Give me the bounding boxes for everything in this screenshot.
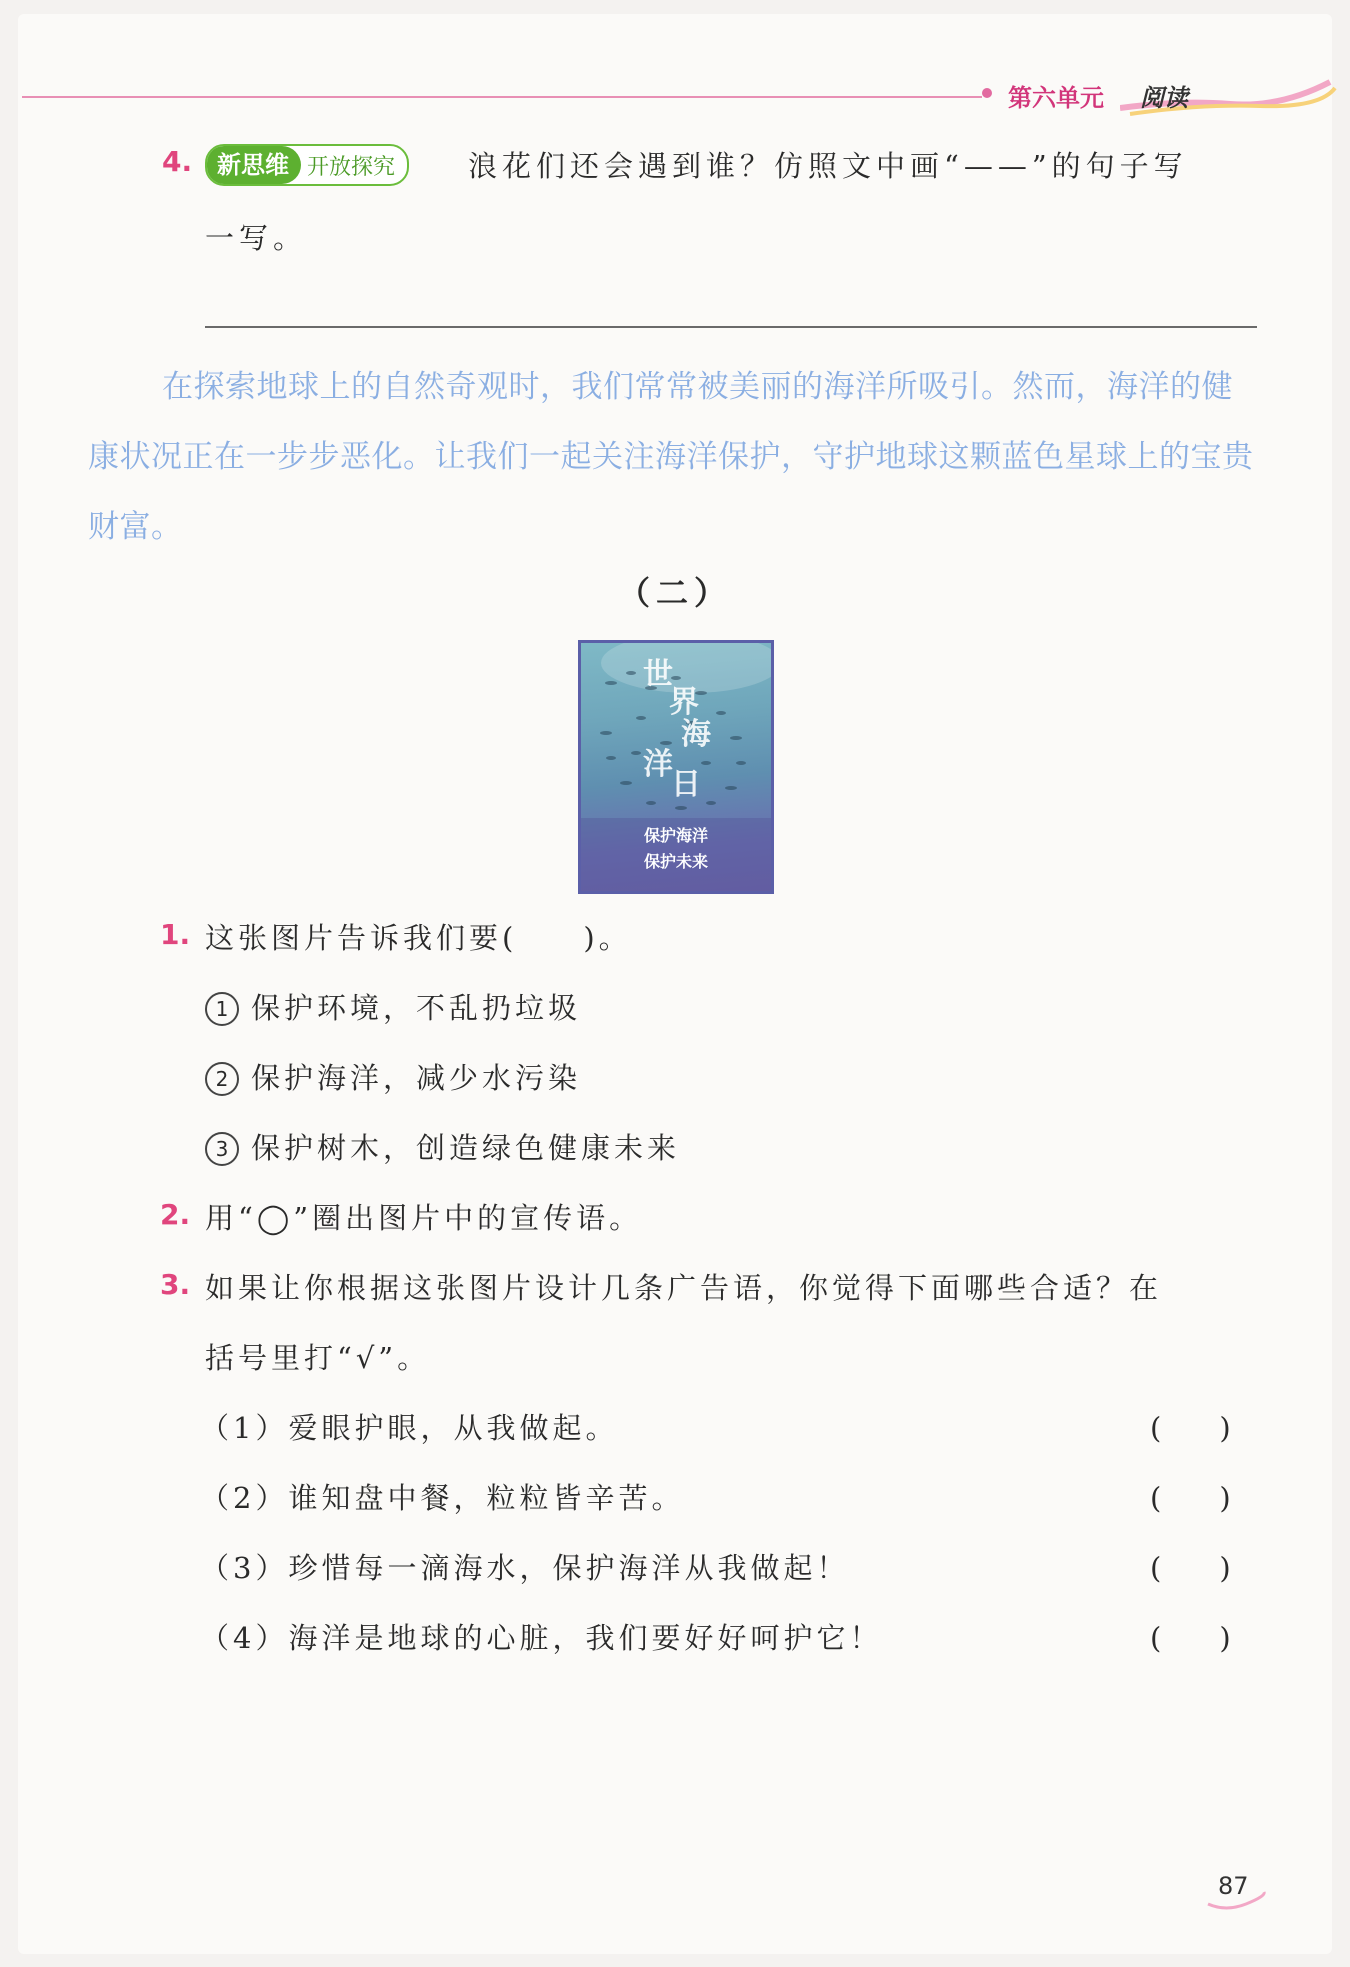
poster-title-char: 洋 (643, 747, 673, 782)
intro-passage: 在探索地球上的自然奇观时，我们常常被美丽的海洋所吸引。然而，海洋的健康状况正在一步步恶化。让我们一起关注海洋保护，守护地球这颗蓝色星球上的宝贵财富。 (88, 369, 1254, 545)
choice-item-text: （1）爱眼护眼，从我做起。 (200, 1411, 619, 1445)
poster-title-char: 界 (669, 685, 699, 720)
option-mark: 3 (205, 1132, 239, 1166)
option-item[interactable] (205, 1126, 680, 1167)
question-text: 用“◯”圈出图片中的宣传语。 (205, 1201, 643, 1235)
answer-parentheses[interactable]: ( ) (1150, 1621, 1231, 1655)
question-number: 3. (160, 1268, 191, 1301)
option-text: 保护树木，创造绿色健康未来 (251, 1131, 681, 1165)
option-text: 保护环境，不乱扔垃圾 (251, 991, 582, 1025)
question-text: 如果让你根据这张图片设计几条广告语，你觉得下面哪些合适？在 (205, 1271, 1163, 1305)
option-mark: 2 (205, 1062, 239, 1096)
choice-item-text: （2）谁知盘中餐，粒粒皆辛苦。 (200, 1481, 685, 1515)
question-number: 4. (162, 145, 193, 178)
page-wave-icon (1206, 1890, 1266, 1912)
answer-line[interactable] (205, 326, 1257, 328)
option-item[interactable] (205, 986, 581, 1027)
ocean-day-poster (578, 640, 774, 894)
answer-parentheses[interactable]: ( ) (1150, 1481, 1231, 1515)
new-thinking-badge (205, 144, 409, 186)
option-mark: 1 (205, 992, 239, 1026)
badge-sub-label: 开放探究 (307, 154, 396, 180)
choice-item-text: （3）珍惜每一滴海水，保护海洋从我做起！ (200, 1551, 850, 1585)
header-rule (22, 96, 982, 98)
page-number: 87 (1218, 1872, 1249, 1900)
poster-slogan-line1[interactable]: 保护海洋 (643, 826, 708, 845)
answer-parentheses[interactable]: ( ) (1150, 1411, 1231, 1445)
poster-title-char: 海 (681, 717, 711, 752)
answer-parentheses[interactable]: ( ) (1150, 1551, 1231, 1585)
choice-item-text: （4）海洋是地球的心脏，我们要好好呵护它！ (200, 1621, 883, 1655)
poster-slogan-line2[interactable]: 保护未来 (643, 852, 708, 871)
section-title: （二） (617, 574, 732, 612)
question-text-continued: 括号里打“√”。 (205, 1341, 431, 1375)
question-number: 2. (160, 1198, 191, 1231)
question-text-continued: 一写。 (205, 221, 308, 255)
unit-label: 第六单元 (1008, 84, 1104, 112)
question-number: 1. (160, 918, 191, 951)
section-label: 阅读 (1140, 84, 1188, 112)
option-text: 保护海洋，减少水污染 (251, 1061, 582, 1095)
question-text: 这张图片告诉我们要( )。 (205, 921, 632, 955)
poster-title-char: 日 (671, 767, 701, 802)
worksheet-page (18, 14, 1332, 1954)
header-dot-icon (982, 88, 992, 98)
poster-title-char: 世 (643, 657, 673, 692)
question-text: 浪花们还会遇到谁？仿照文中画“——”的句子写 (468, 149, 1188, 183)
badge-main-label: 新思维 (207, 146, 301, 184)
option-item[interactable] (205, 1056, 581, 1097)
